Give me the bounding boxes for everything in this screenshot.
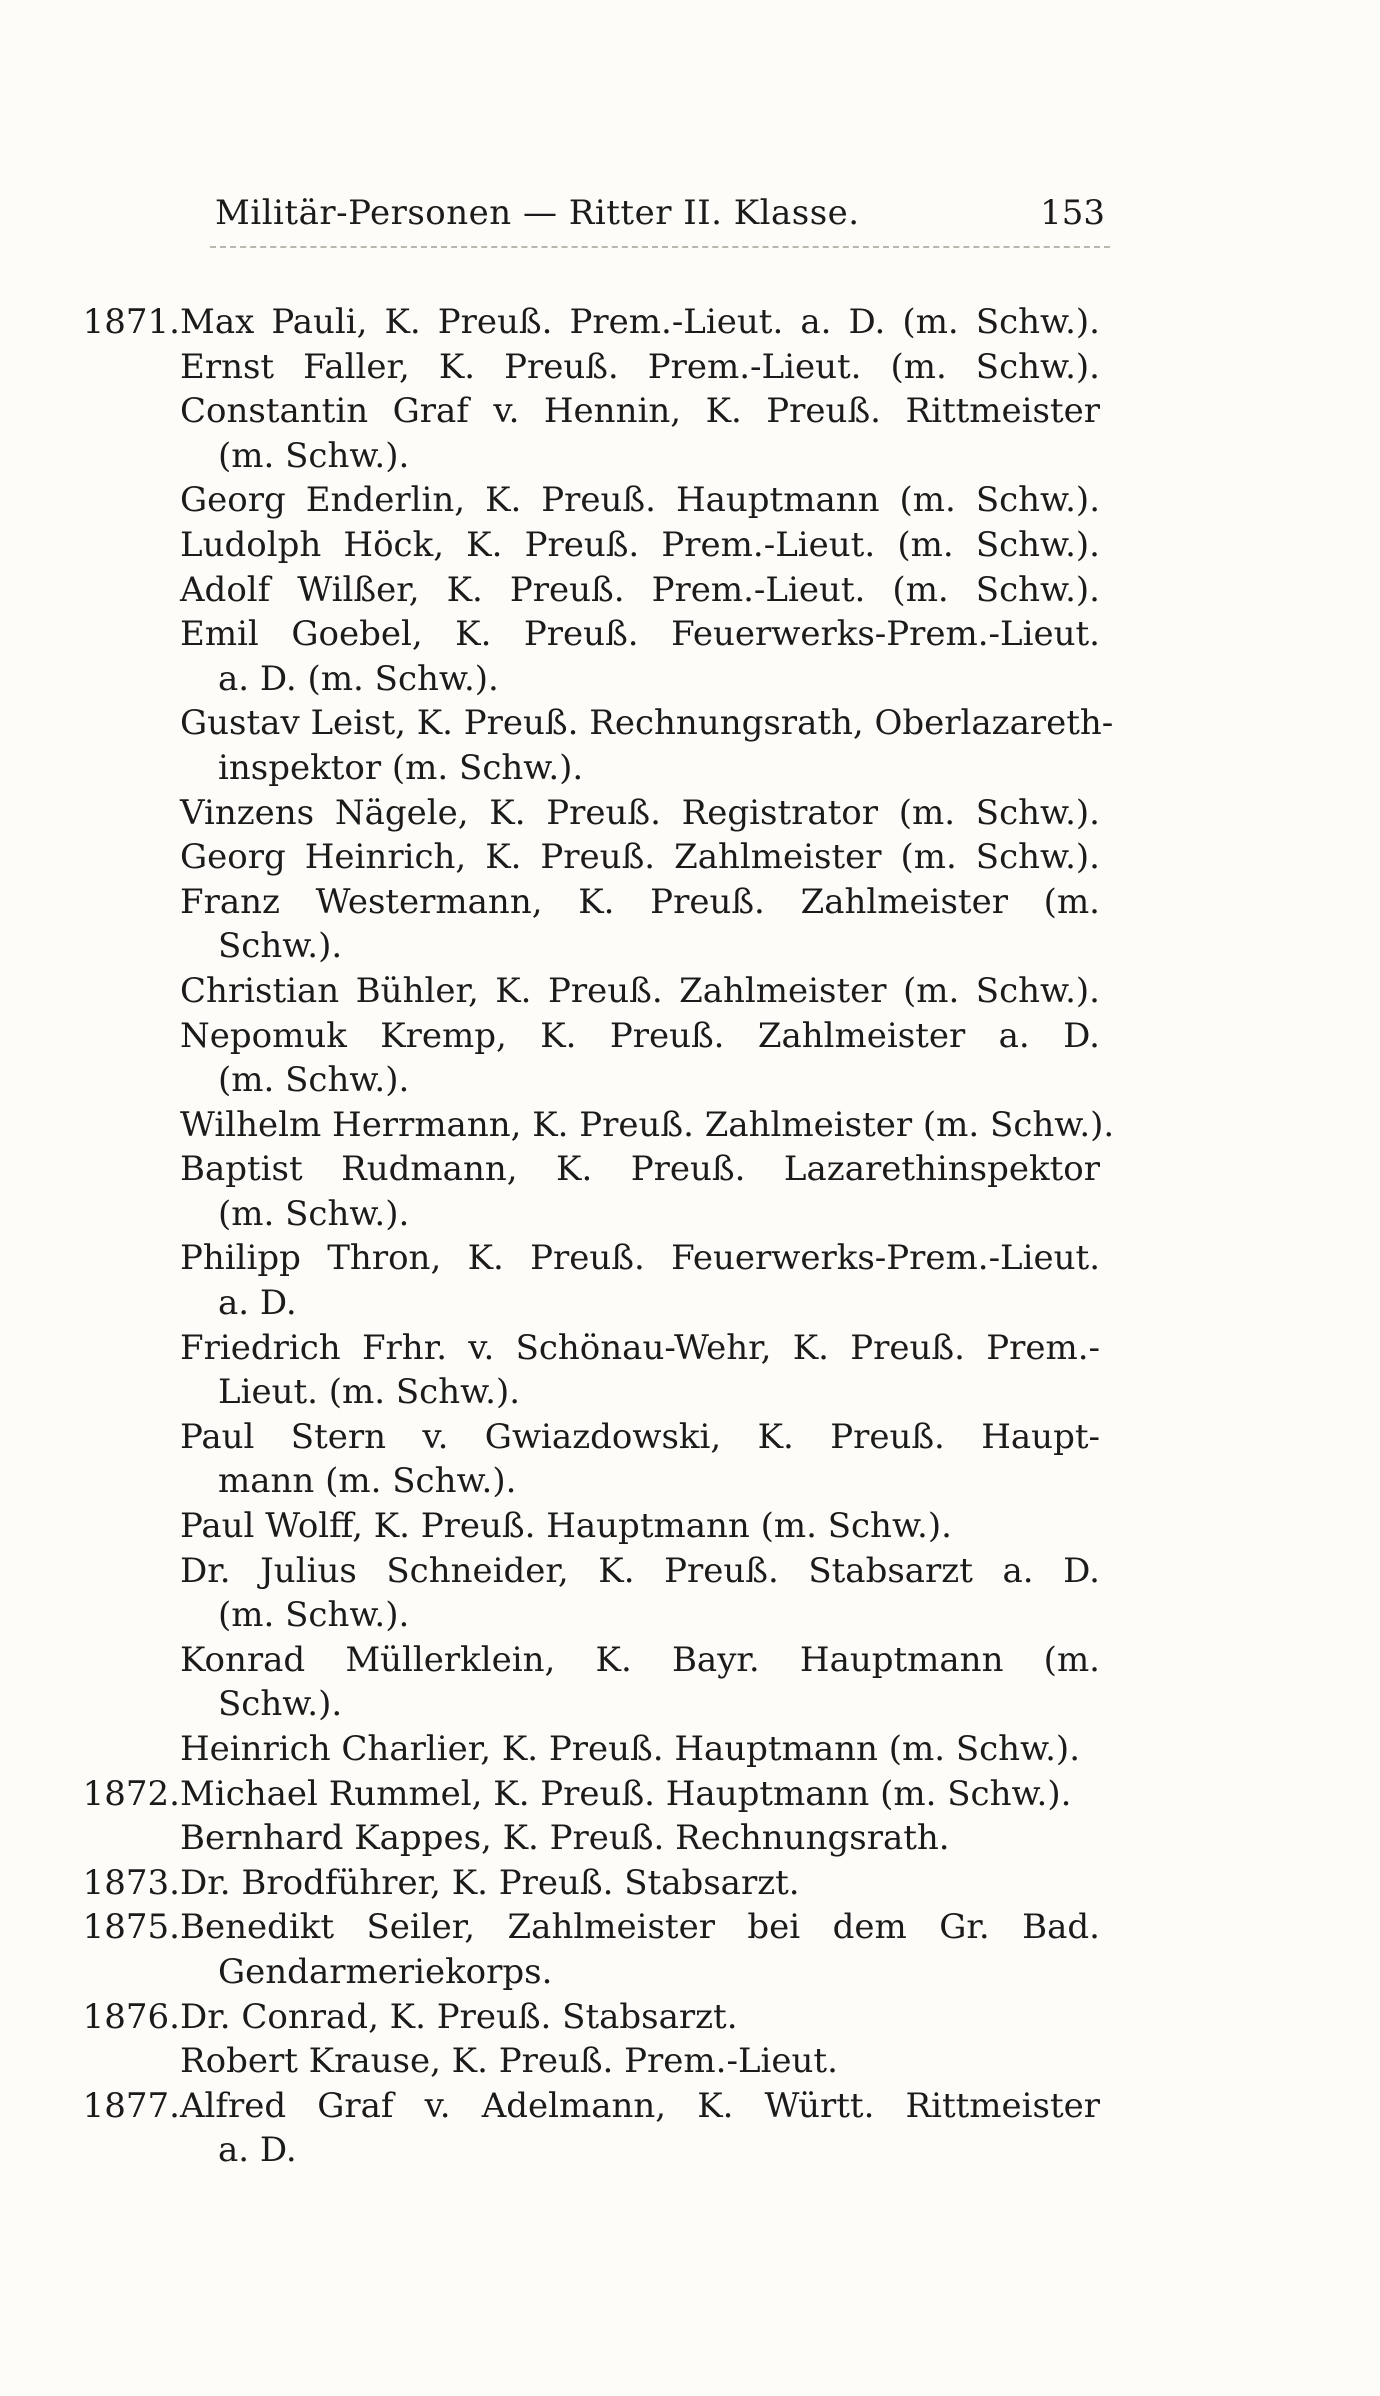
entry-text: (m. Schw.). bbox=[218, 1060, 410, 1101]
entry-line bbox=[60, 701, 1120, 746]
entry-line bbox=[60, 300, 1120, 345]
entry-line bbox=[60, 1147, 1120, 1192]
entry-text: Philipp Thron, K. Preuß. Feuerwerks-Prem.-Lieut. bbox=[180, 1238, 1100, 1279]
entry-line bbox=[60, 746, 1120, 791]
entry-line bbox=[60, 1058, 1120, 1103]
entry-text: Alfred Graf v. Adelmann, K. Württ. Rittmeister bbox=[180, 2085, 1100, 2126]
entry-line bbox=[60, 612, 1120, 657]
entry-text: Georg Enderlin, K. Preuß. Hauptmann (m. Schw.). bbox=[180, 480, 1100, 521]
entry-line bbox=[60, 1504, 1120, 1549]
entry-text: a. D. bbox=[218, 2130, 297, 2171]
entry-text: Wilhelm Herrmann, K. Preuß. Zahlmeister (m. Schw.). bbox=[180, 1104, 1115, 1145]
entry-line bbox=[60, 657, 1120, 702]
entry-line bbox=[60, 345, 1120, 390]
entry-text: Konrad Müllerklein, K. Bayr. Hauptmann (m. bbox=[180, 1639, 1100, 1680]
entry-line bbox=[60, 389, 1120, 434]
entry-year: 1876. bbox=[82, 1996, 180, 2037]
entry-line bbox=[60, 1816, 1120, 1861]
entry-line bbox=[60, 1103, 1120, 1148]
entry-line bbox=[60, 1326, 1120, 1371]
entry-text: Schw.). bbox=[218, 1684, 343, 1725]
entry-text: Max Pauli, K. Preuß. Prem.-Lieut. a. D. (m. Schw.). bbox=[180, 302, 1100, 342]
entry-text: Georg Heinrich, K. Preuß. Zahlmeister (m. Schw.). bbox=[180, 837, 1100, 878]
entry-year: 1873. bbox=[82, 1862, 180, 1903]
entry-line bbox=[60, 880, 1120, 925]
entry-text: Robert Krause, K. Preuß. Prem.-Lieut. bbox=[180, 2041, 838, 2082]
entry-line bbox=[60, 1861, 1120, 1906]
entry-text: inspektor (m. Schw.). bbox=[218, 747, 584, 788]
entry-line bbox=[60, 969, 1120, 1014]
entry-line bbox=[60, 1905, 1120, 1950]
entry-text: Friedrich Frhr. v. Schönau-Wehr, K. Preuß. Prem.- bbox=[180, 1327, 1100, 1368]
entry-line bbox=[60, 1995, 1120, 2040]
entry-text: Baptist Rudmann, K. Preuß. Lazarethinspektor bbox=[180, 1149, 1100, 1190]
entry-line bbox=[60, 2084, 1120, 2129]
entry-text: Christian Bühler, K. Preuß. Zahlmeister (m. Schw.). bbox=[180, 970, 1100, 1011]
entry-line bbox=[60, 434, 1120, 479]
entry-line bbox=[60, 478, 1120, 523]
entry-text: a. D. (m. Schw.). bbox=[218, 658, 499, 699]
entry-year: 1871. bbox=[82, 302, 180, 342]
entry-text: Michael Rummel, K. Preuß. Hauptmann (m. Schw.). bbox=[180, 1773, 1072, 1814]
entry-line bbox=[60, 1593, 1120, 1638]
entry-text: Dr. Conrad, K. Preuß. Stabsarzt. bbox=[180, 1996, 738, 2037]
entry-text: Franz Westermann, K. Preuß. Zahlmeister (m. bbox=[180, 881, 1100, 922]
header-divider bbox=[210, 246, 1110, 248]
entry-line bbox=[60, 924, 1120, 969]
page-header bbox=[215, 185, 1105, 240]
entry-line bbox=[60, 1549, 1120, 1594]
entry-line bbox=[60, 2128, 1120, 2173]
entry-text: (m. Schw.). bbox=[218, 1595, 410, 1636]
entry-year: 1877. bbox=[82, 2085, 180, 2126]
entry-text: Lieut. (m. Schw.). bbox=[218, 1372, 521, 1413]
running-title: Militär-Personen — Ritter II. Klasse. bbox=[215, 193, 860, 233]
entry-line bbox=[60, 1682, 1120, 1727]
entry-line bbox=[60, 1236, 1120, 1281]
page-number: 153 bbox=[1040, 193, 1105, 233]
entry-text: (m. Schw.). bbox=[218, 435, 410, 476]
entry-line bbox=[60, 1727, 1120, 1772]
entry-text: Adolf Wilßer, K. Preuß. Prem.-Lieut. (m. Schw.). bbox=[180, 569, 1100, 610]
entry-line bbox=[60, 1281, 1120, 1326]
entry-line bbox=[60, 1772, 1120, 1817]
entry-line bbox=[60, 1192, 1120, 1237]
entry-line bbox=[60, 568, 1120, 613]
entry-text: Benedikt Seiler, Zahlmeister bei dem Gr. Bad. bbox=[180, 1907, 1100, 1948]
entry-text: Vinzens Nägele, K. Preuß. Registrator (m. Schw.). bbox=[180, 792, 1100, 833]
entry-text: Constantin Graf v. Hennin, K. Preuß. Rittmeister bbox=[180, 391, 1100, 432]
entry-text: a. D. bbox=[218, 1283, 297, 1324]
entry-line bbox=[60, 2039, 1120, 2084]
entry-list bbox=[60, 300, 1120, 2173]
entry-text: (m. Schw.). bbox=[218, 1193, 410, 1234]
entry-line bbox=[60, 1638, 1120, 1683]
entry-text: Nepomuk Kremp, K. Preuß. Zahlmeister a. D. bbox=[180, 1015, 1100, 1056]
entry-line bbox=[60, 523, 1120, 568]
entry-line bbox=[60, 791, 1120, 836]
entry-text: Ludolph Höck, K. Preuß. Prem.-Lieut. (m. Schw.). bbox=[180, 524, 1100, 565]
entry-text: Schw.). bbox=[218, 926, 343, 967]
entry-text: Heinrich Charlier, K. Preuß. Hauptmann (m. Schw.). bbox=[180, 1729, 1081, 1769]
entry-year: 1872. bbox=[82, 1773, 180, 1814]
entry-text: Dr. Julius Schneider, K. Preuß. Stabsarzt a. D. bbox=[180, 1550, 1100, 1591]
entry-text: Gendarmeriekorps. bbox=[218, 1951, 553, 1992]
entry-line bbox=[60, 1370, 1120, 1415]
entry-text: Bernhard Kappes, K. Preuß. Rechnungsrath. bbox=[180, 1818, 950, 1859]
entry-text: Ernst Faller, K. Preuß. Prem.-Lieut. (m. Schw.). bbox=[180, 346, 1100, 387]
entry-text: Emil Goebel, K. Preuß. Feuerwerks-Prem.-Lieut. bbox=[180, 614, 1100, 655]
entry-text: Paul Stern v. Gwiazdowski, K. Preuß. Haupt- bbox=[180, 1416, 1100, 1457]
entry-line bbox=[60, 1950, 1120, 1995]
entry-text: mann (m. Schw.). bbox=[218, 1461, 517, 1502]
entry-line bbox=[60, 1459, 1120, 1504]
entry-line bbox=[60, 1415, 1120, 1460]
entry-year: 1875. bbox=[82, 1907, 180, 1948]
entry-text: Gustav Leist, K. Preuß. Rechnungsrath, Oberlazareth- bbox=[180, 703, 1114, 744]
entry-line bbox=[60, 1014, 1120, 1059]
entry-line bbox=[60, 835, 1120, 880]
entry-text: Dr. Brodführer, K. Preuß. Stabsarzt. bbox=[180, 1862, 800, 1903]
entry-text: Paul Wolff, K. Preuß. Hauptmann (m. Schw.). bbox=[180, 1506, 952, 1547]
